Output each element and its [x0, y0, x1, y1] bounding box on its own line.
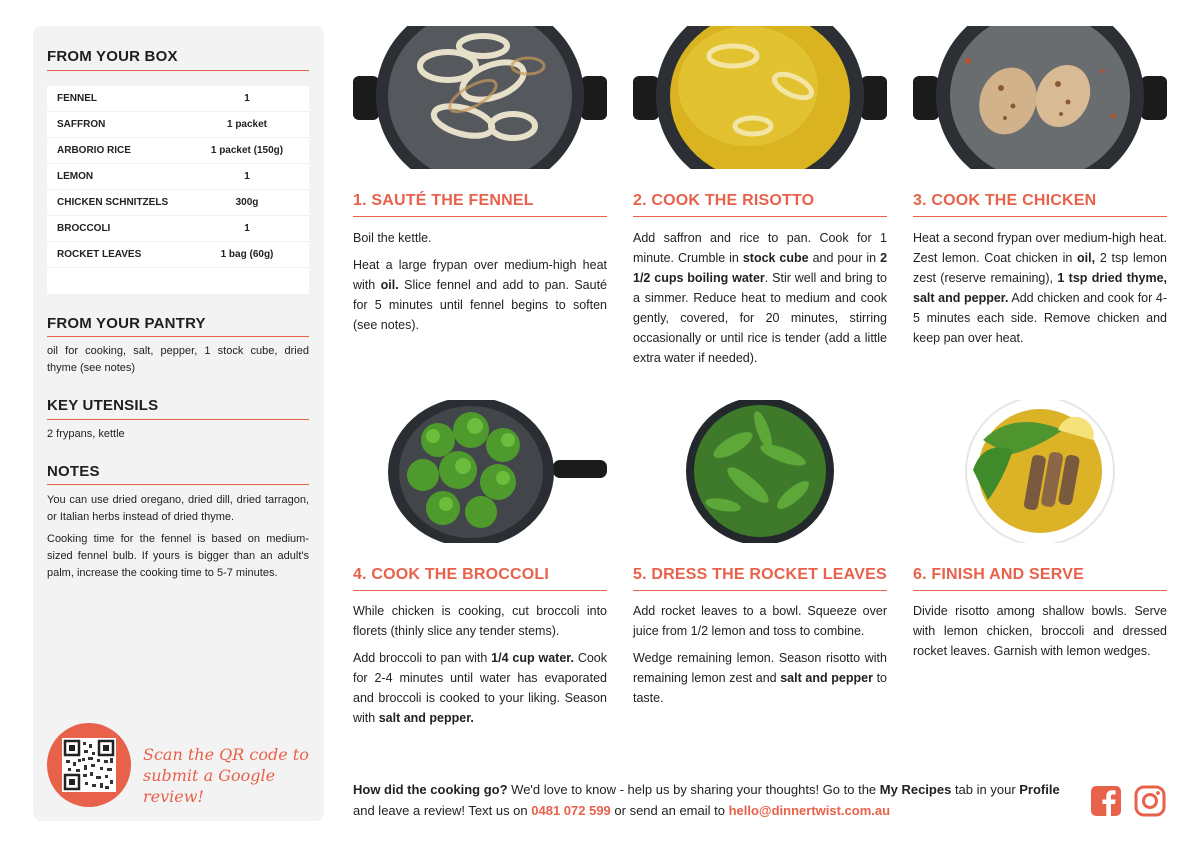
- from-box-title: FROM YOUR BOX: [47, 48, 178, 65]
- text-run: to taste.: [633, 671, 887, 705]
- text-run: Add rocket leaves to a bowl. Squeeze over juice from 1/2 lemon and toss to combine.: [633, 604, 887, 638]
- step-paragraph: [633, 228, 887, 368]
- step-5-title: 5. DRESS THE ROCKET LEAVES: [633, 566, 887, 583]
- qr-badge[interactable]: [47, 723, 131, 807]
- step-4-body: [353, 601, 607, 735]
- text-run: Boil the kettle.: [353, 231, 432, 245]
- ingredient-row: [47, 138, 309, 164]
- step-paragraph: [633, 601, 887, 641]
- bold-text: Profile: [1019, 782, 1060, 797]
- ingredient-row: [47, 86, 309, 112]
- risotto-pan-image: [633, 26, 887, 169]
- note-paragraph: Cooking time for the fennel is based on medium-sized fennel bulb. If yours is bigger than an adult's palm, increase the cooking time to 5-7 minutes.: [47, 533, 309, 579]
- step-paragraph: [913, 228, 1167, 348]
- ingredient-row: [47, 190, 309, 216]
- notes-title: NOTES: [47, 463, 100, 480]
- bold-text: oil,: [1077, 251, 1096, 265]
- ingredient-qty: 300g: [235, 197, 259, 208]
- step-6-rule: [913, 590, 1167, 591]
- ingredients-panel: [33, 26, 324, 821]
- step-6-title: 6. FINISH AND SERVE: [913, 566, 1084, 583]
- step-paragraph: [353, 601, 607, 641]
- step-paragraph: [353, 228, 607, 248]
- qr-code-icon[interactable]: [62, 738, 116, 792]
- pantry-title: FROM YOUR PANTRY: [47, 315, 206, 332]
- rocket-bowl-image: [633, 400, 887, 543]
- text-run: tab in your: [951, 782, 1020, 797]
- text-run: While chicken is cooking, cut broccoli into florets (thinly slice any tender stems).: [353, 604, 607, 638]
- ingredient-qty: 1: [244, 223, 250, 234]
- bold-text: How did the cooking go?: [353, 782, 508, 797]
- bold-text: 1/4 cup water.: [491, 651, 574, 665]
- bold-text: salt and pepper: [780, 671, 873, 685]
- fennel-pan-image: [353, 26, 607, 169]
- step-paragraph: [353, 255, 607, 335]
- bold-text: My Recipes: [879, 782, 952, 797]
- finished-dish-image: [913, 400, 1167, 543]
- text-run: We'd love to know - help us by sharing your thoughts! Go to the: [507, 782, 880, 797]
- contact-link[interactable]: 0481 072 599: [531, 803, 611, 818]
- ingredient-qty: 1: [244, 93, 250, 104]
- notes-text: [47, 492, 309, 587]
- text-run: Wedge remaining lemon. Season risotto with remaining lemon zest and: [633, 651, 887, 685]
- ingredient-table: [47, 86, 309, 294]
- bold-text: stock cube: [742, 251, 809, 265]
- step-5-rule: [633, 590, 887, 591]
- step-4-title: 4. COOK THE BROCCOLI: [353, 566, 550, 583]
- ingredient-qty: 1: [244, 171, 250, 182]
- step-6-body: [913, 601, 1167, 668]
- text-run: Heat a large frypan over medium-high heat with: [353, 258, 607, 292]
- notes-rule: [47, 484, 309, 485]
- text-run: or send an email to: [610, 803, 729, 818]
- facebook-icon[interactable]: [1090, 785, 1122, 817]
- step-4-rule: [353, 590, 607, 591]
- ingredient-qty: 1 packet (150g): [210, 145, 284, 156]
- chicken-pan-image: [913, 26, 1167, 169]
- step-2-body: [633, 228, 887, 375]
- text-run: Cook for 2-4 minutes until water has evaporated and broccoli is cooked to your liking. Season with: [353, 651, 608, 725]
- ingredient-name: FENNEL: [57, 93, 97, 104]
- pantry-text: oil for cooking, salt, pepper, 1 stock cube, dried thyme (see notes): [47, 345, 309, 374]
- text-run: Divide risotto among shallow bowls. Serve with lemon chicken, broccoli and dressed rocket leaves. Garnish with lemon wedges.: [913, 604, 1167, 658]
- text-run: Add saffron and rice to pan. Cook for 1 minute. Crumble in: [633, 231, 887, 265]
- step-1-title: 1. SAUTÉ THE FENNEL: [353, 192, 534, 209]
- step-3-title: 3. COOK THE CHICKEN: [913, 192, 1097, 209]
- utensils-text: 2 frypans, kettle: [47, 428, 125, 440]
- step-2-rule: [633, 216, 887, 217]
- bold-text: 1 tsp dried thyme, salt and pepper.: [913, 271, 1167, 305]
- step-paragraph: [353, 648, 607, 728]
- ingredient-row: [47, 242, 309, 268]
- text-run: Add broccoli to pan with: [353, 651, 492, 665]
- instagram-icon[interactable]: [1134, 785, 1166, 817]
- ingredient-row: [47, 216, 309, 242]
- ingredient-name: LEMON: [57, 171, 94, 182]
- step-3-rule: [913, 216, 1167, 217]
- ingredient-name: SAFFRON: [57, 119, 106, 130]
- bold-text: 2 1/2 cups boiling water: [633, 251, 888, 285]
- text-run: . Stir well and bring to a simmer. Reduce heat to medium and cook gently, covered, for 20 minutes, stirring occasionally or until rice is tender (add a little extra water if needed).: [633, 271, 887, 365]
- text-run: 2 tsp lemon zest (reserve remaining),: [913, 251, 1167, 285]
- utensils-title: KEY UTENSILS: [47, 397, 159, 414]
- text-run: Heat a second frypan over medium-high heat. Zest lemon. Coat chicken in: [913, 231, 1167, 265]
- ingredient-name: CHICKEN SCHNITZELS: [57, 197, 169, 208]
- step-5-body: [633, 601, 887, 715]
- utensils-rule: [47, 419, 309, 420]
- broccoli-pan-image: [353, 400, 607, 543]
- pantry-rule: [47, 336, 309, 337]
- step-paragraph: [913, 601, 1167, 661]
- contact-link[interactable]: hello@dinnertwist.com.au: [728, 803, 891, 818]
- ingredient-row: [47, 112, 309, 138]
- step-2-title: 2. COOK THE RISOTTO: [633, 192, 815, 209]
- ingredient-name: ROCKET LEAVES: [57, 249, 142, 260]
- text-run: Slice fennel and add to pan. Sauté for 5 minutes until fennel begins to soften (see notes).: [353, 278, 608, 332]
- qr-caption: Scan the QR code to submit a Google review!: [143, 745, 309, 806]
- step-1-rule: [353, 216, 607, 217]
- note-paragraph: You can use dried oregano, dried dill, dried tarragon, or Italian herbs instead of dried thyme.: [47, 494, 309, 523]
- step-3-body: [913, 228, 1167, 355]
- ingredient-name: BROCCOLI: [57, 223, 111, 234]
- ingredient-qty: 1 packet: [226, 119, 268, 130]
- bold-text: oil.: [380, 278, 399, 292]
- ingredient-qty: 1 bag (60g): [220, 249, 274, 260]
- bold-text: salt and pepper.: [378, 711, 474, 725]
- text-run: and leave a review! Text us on: [353, 803, 532, 818]
- text-run: and pour in: [808, 251, 881, 265]
- ingredient-row: [47, 164, 309, 190]
- step-1-body: [353, 228, 607, 342]
- from-box-rule: [47, 70, 309, 71]
- text-run: Add chicken and cook for 4-5 minutes each side. Remove chicken and keep pan over heat.: [913, 291, 1168, 345]
- feedback-footer: [353, 779, 1073, 821]
- step-paragraph: [633, 648, 887, 708]
- ingredient-name: ARBORIO RICE: [57, 145, 131, 156]
